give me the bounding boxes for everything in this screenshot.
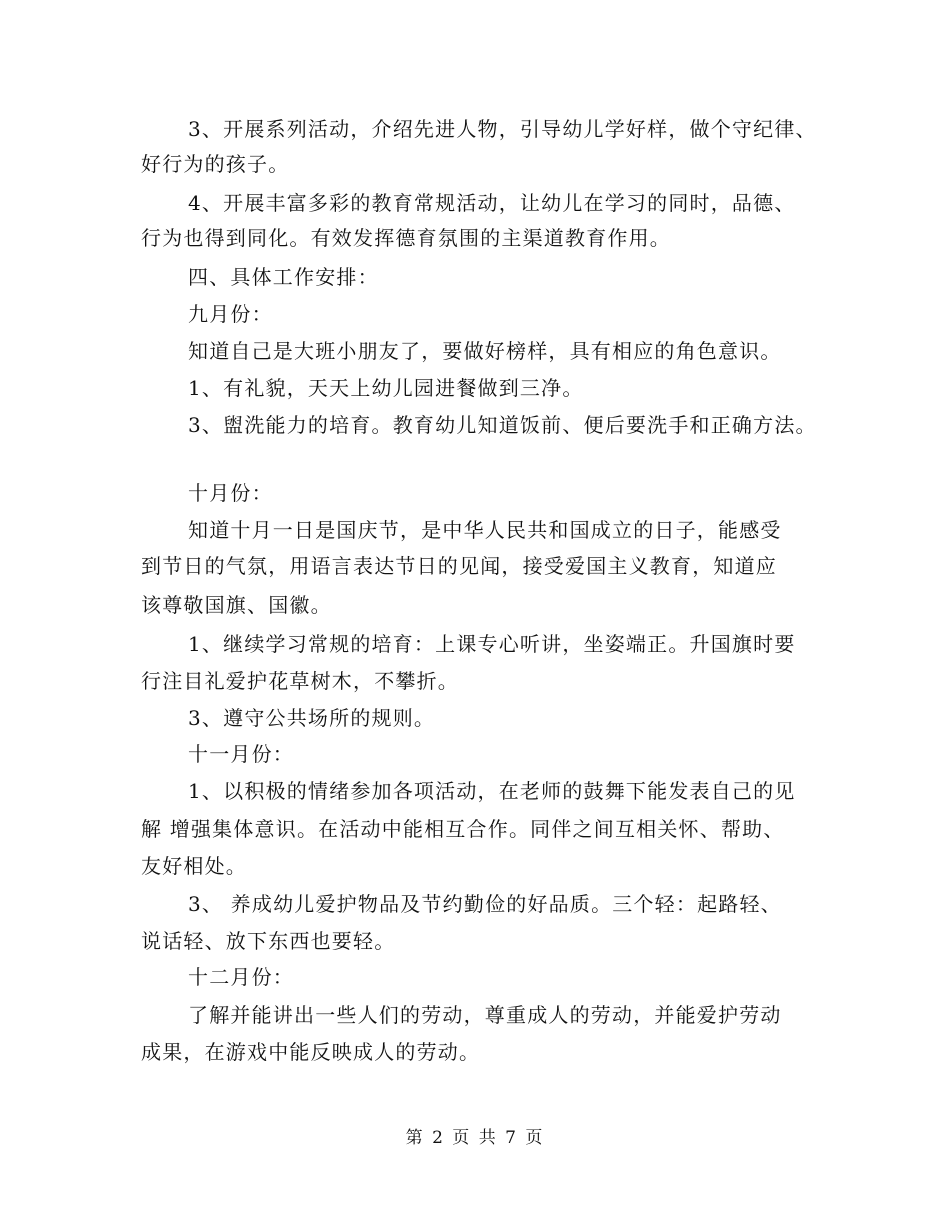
text-line: 行为也得到同化。有效发挥德育氛围的主渠道教育作用。 [141,226,671,250]
text-line: 知道自己是大班小朋友了，要做好榜样，具有相应的角色意识。 [188,339,782,363]
text-line: 到节日的气氛，用语言表达节日的见闻，接受爱国主义教育，知道应 [141,554,777,578]
text-line: 行注目礼爱护花草树木，不攀折。 [141,669,459,693]
text-line: 友好相处。 [141,854,247,878]
text-line: 1、以积极的情绪参加各项活动，在老师的鼓舞下能发表自己的见 [188,779,796,803]
text-line: 了解并能讲出一些人们的劳动，尊重成人的劳动，并能爱护劳动 [188,1003,782,1027]
page-number-footer: 第 2 页 共 7 页 [405,1128,545,1148]
text-line: 3、开展系列活动，介绍先进人物，引导幼儿学好样，做个守纪律、 [188,117,817,141]
text-line: 解 增强集体意识。在活动中能相互合作。同伴之间互相关怀、帮助、 [141,817,785,841]
text-line: 4、开展丰富多彩的教育常规活动，让幼儿在学习的同时，品德、 [188,191,796,215]
text-line: 说话轻、放下东西也要轻。 [141,929,396,953]
text-line: 1、继续学习常规的培育：上课专心听讲，坐姿端正。升国旗时要 [188,632,796,656]
month-heading: 十一月份： [188,742,294,766]
text-line: 成果，在游戏中能反映成人的劳动。 [141,1040,481,1064]
month-heading: 十二月份： [188,965,294,989]
text-line: 3、遵守公共场所的规则。 [188,706,436,730]
text-line: 1、有礼貌，天天上幼儿园进餐做到三净。 [188,376,584,400]
text-line: 知道十月一日是国庆节，是中华人民共和国成立的日子，能感受 [188,518,782,542]
text-line: 3、 养成幼儿爱护物品及节约勤俭的好品质。三个轻：起路轻、 [188,892,782,916]
month-heading: 十月份： [188,481,273,505]
text-line: 该尊敬国旗、国徽。 [141,593,332,617]
text-line: 3、盥洗能力的培育。教育幼儿知道饭前、便后要洗手和正确方法。 [188,413,817,437]
month-heading: 九月份： [188,302,273,326]
text-line: 好行为的孩子。 [141,152,290,176]
section-heading: 四、具体工作安排： [188,265,379,289]
